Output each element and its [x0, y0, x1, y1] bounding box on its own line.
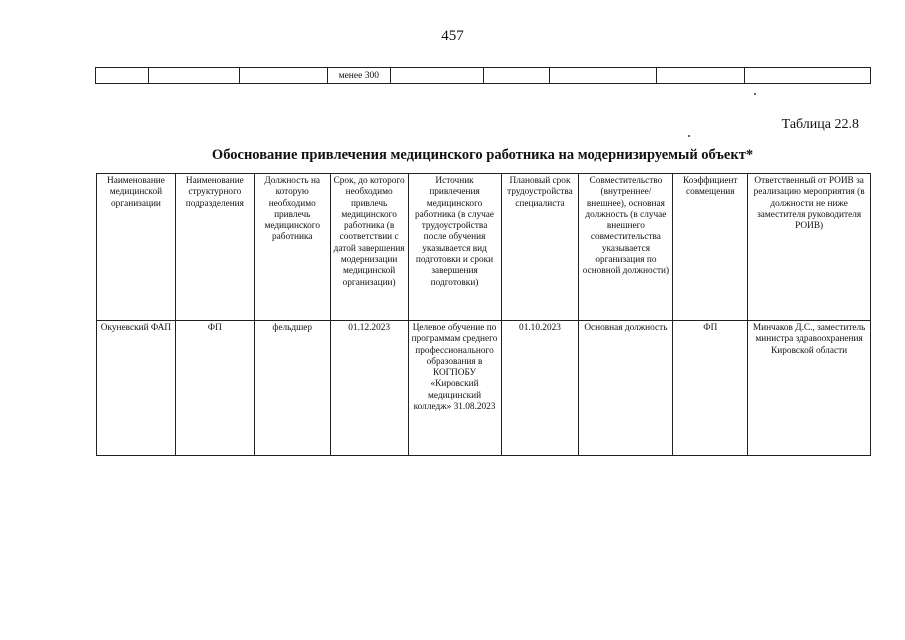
page-number: 457 — [441, 28, 464, 44]
justification-table — [96, 173, 871, 456]
table-cell — [148, 68, 239, 84]
table-row — [96, 68, 871, 84]
column-header-deadline: Срок, до которого необходимо привлечь медицинского работника (в соответствии с датой завершения модернизации медицинской организации) — [330, 174, 408, 321]
continued-table-row — [95, 67, 871, 84]
scan-speck — [688, 135, 690, 137]
cell-coefficient: ФП — [673, 321, 748, 456]
column-header-planned-date: Плановый срок трудоустройства специалиста — [501, 174, 579, 321]
table-cell-value: менее 300 — [327, 68, 390, 84]
table-cell — [484, 68, 550, 84]
cell-organization: Окуневский ФАП — [97, 321, 176, 456]
cell-position: фельдшер — [254, 321, 330, 456]
column-header-organization: Наименование медицинской организации — [97, 174, 176, 321]
table-cell — [549, 68, 656, 84]
document-title: Обоснование привлечения медицинского работника на модернизируемый объект* — [211, 147, 754, 163]
cell-planned-date: 01.10.2023 — [501, 321, 579, 456]
table-cell — [744, 68, 870, 84]
table-label: Таблица 22.8 — [781, 117, 859, 132]
table-cell — [96, 68, 149, 84]
table-cell — [240, 68, 328, 84]
table-cell — [656, 68, 744, 84]
column-header-subdivision: Наименование структурного подразделения — [175, 174, 254, 321]
cell-deadline: 01.12.2023 — [330, 321, 408, 456]
scan-speck — [754, 93, 756, 95]
cell-responsible: Минчаков Д.С., заместитель министра здравоохранения Кировской области — [748, 321, 871, 456]
cell-subdivision: ФП — [175, 321, 254, 456]
cell-source: Целевое обучение по программам среднего профессионального образования в КОГПОБУ «Кировский медицинский колледж» 31.08.2023 — [408, 321, 501, 456]
header-row — [97, 174, 871, 321]
column-header-coefficient: Коэффициент совмещения — [673, 174, 748, 321]
column-header-source: Источник привлечения медицинского работника (в случае трудоустройства после обучения указывается вид подготовки и сроки завершения подготовки) — [408, 174, 501, 321]
column-header-position: Должность на которую необходимо привлечь медицинского работника — [254, 174, 330, 321]
cell-combination: Основная должность — [579, 321, 673, 456]
table-row — [97, 321, 871, 456]
column-header-combination: Совместительство (внутреннее/внешнее), основная должность (в случае внешнего совместительства указывается организация по основной должности) — [579, 174, 673, 321]
column-header-responsible: Ответственный от РОИВ за реализацию мероприятия (в должности не ниже заместителя руководителя РОИВ) — [748, 174, 871, 321]
table-cell — [390, 68, 483, 84]
